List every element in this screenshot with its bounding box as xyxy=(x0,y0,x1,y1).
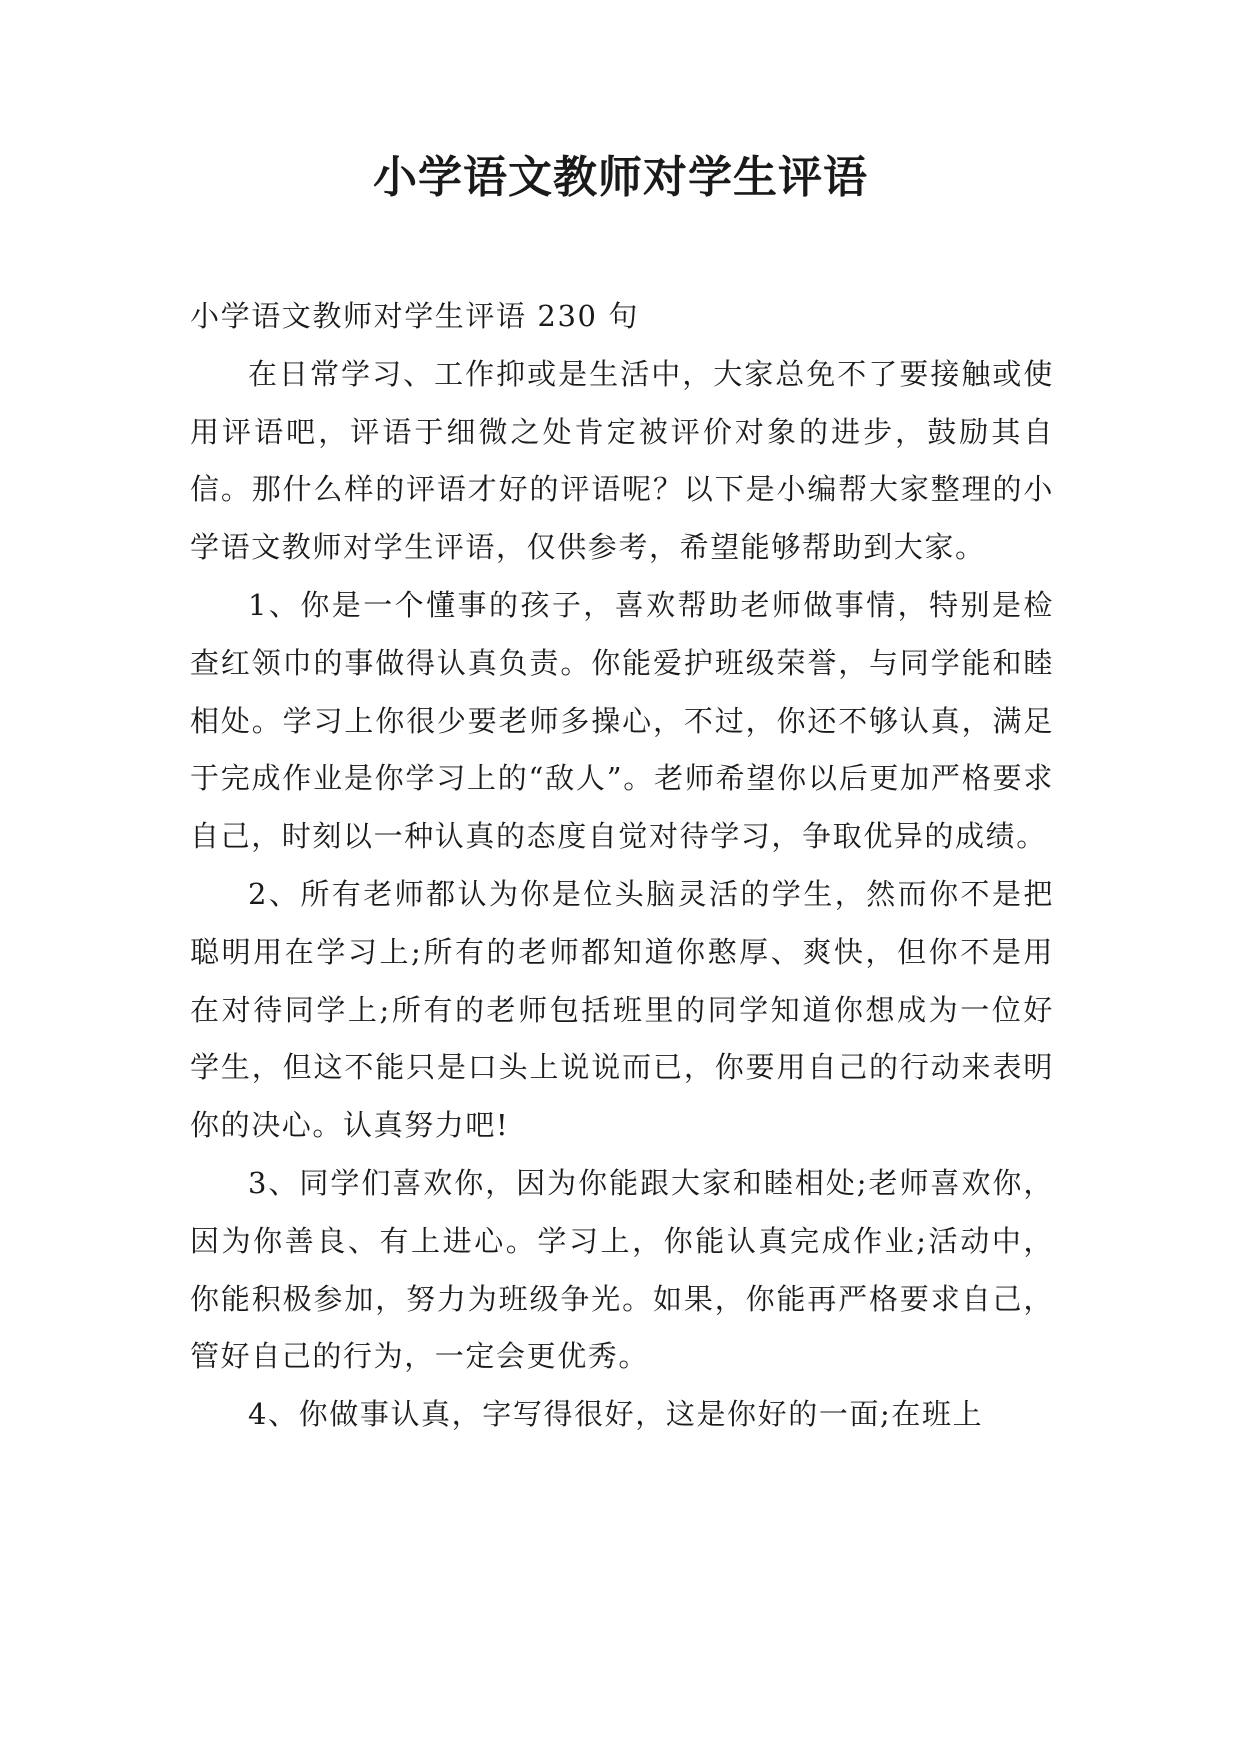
intro-paragraph: 在日常学习、工作抑或是生活中，大家总免不了要接触或使用评语吧，评语于细微之处肯定被评价对象的进步，鼓励其自信。那什么样的评语才好的评语呢？以下是小编帮大家整理的小学语文教师对学生评语，仅供参考，希望能够帮助到大家。 xyxy=(190,356,1054,565)
comment-paragraph-3: 3、同学们喜欢你，因为你能跟大家和睦相处;老师喜欢你，因为你善良、有上进心。学习上，你能认真完成作业;活动中，你能积极参加，努力为班级争光。如果，你能再严格要求自己，管好自己的行为，一定会更优秀。 xyxy=(190,1165,1054,1374)
document-subtitle: 小学语文教师对学生评语 230 句 xyxy=(190,299,639,333)
comment-paragraph-4: 4、你做事认真，字写得很好，这是你好的一面;在班上 xyxy=(248,1397,984,1432)
document-body xyxy=(190,288,1054,1444)
document-title: 小学语文教师对学生评语 xyxy=(373,152,868,203)
comment-paragraph-2: 2、所有老师都认为你是位头脑灵活的学生，然而你不是把聪明用在学习上;所有的老师都知道你憨厚、爽快，但你不是用在对待同学上;所有的老师包括班里的同学知道你想成为一位好学生，但这不能只是口头上说说而已，你要用自己的行动来表明你的决心。认真努力吧! xyxy=(190,876,1054,1143)
comment-paragraph-1: 1、你是一个懂事的孩子，喜欢帮助老师做事情，特别是检查红领巾的事做得认真负责。你能爱护班级荣誉，与同学能和睦相处。学习上你很少要老师多操心，不过，你还不够认真，满足于完成作业是你学习上的“敌人”。老师希望你以后更加严格要求自己，时刻以一种认真的态度自觉对待学习，争取优异的成绩。 xyxy=(190,587,1054,854)
